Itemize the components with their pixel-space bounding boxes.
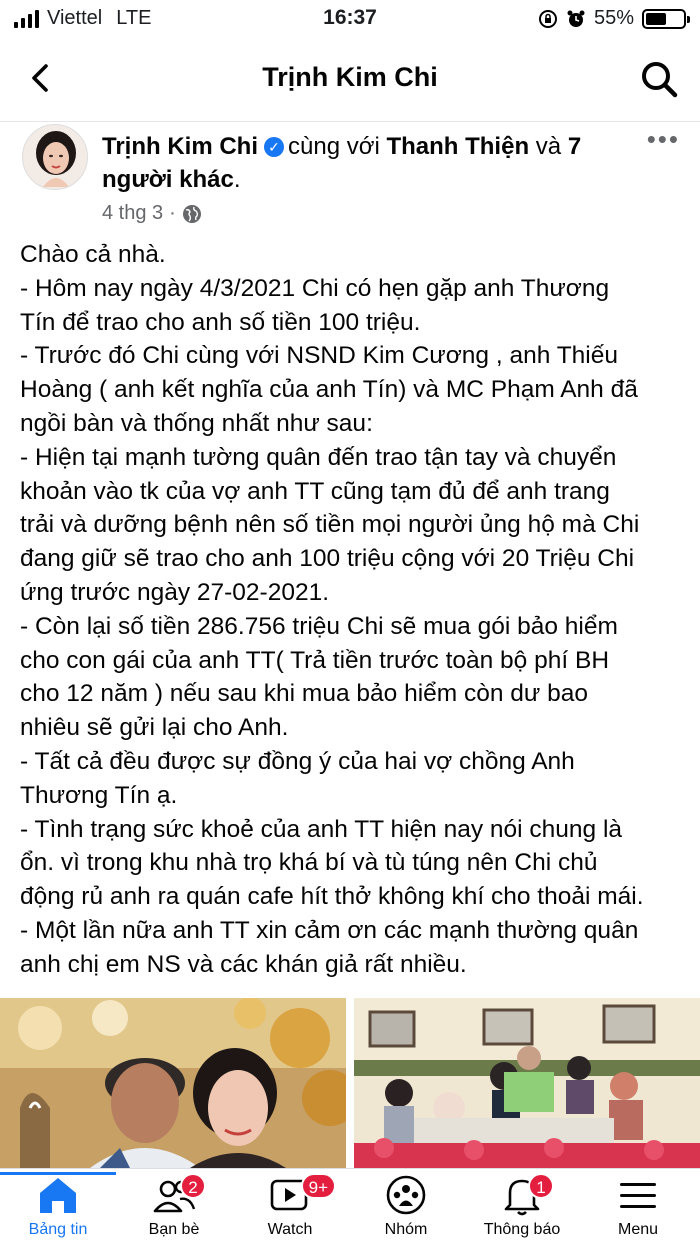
post-text-line: ứng trước ngày 27-02-2021. bbox=[20, 578, 330, 606]
tab-label: Bạn bè bbox=[148, 1221, 200, 1238]
battery-fill bbox=[646, 13, 666, 25]
post-date[interactable]: 4 thg 3 bbox=[102, 202, 164, 224]
post-text-line: Hoàng ( anh kết nghĩa của anh Tín) và MC Phạm Anh đã bbox=[20, 376, 638, 404]
tab-groups[interactable] bbox=[348, 1173, 464, 1244]
post-photo[interactable] bbox=[0, 998, 346, 1168]
post-text-line: - Hôm nay ngày 4/3/2021 Chi có hẹn gặp anh Thương bbox=[20, 274, 610, 302]
post-text-line: đang giữ sẽ trao cho anh 100 triệu cộng với 20 Triệu Chi bbox=[20, 545, 635, 573]
tab-friends[interactable] bbox=[116, 1173, 232, 1244]
others-link[interactable]: 7 người khác bbox=[102, 133, 582, 193]
home-icon bbox=[34, 1173, 82, 1217]
tab-watch[interactable] bbox=[232, 1173, 348, 1244]
avatar[interactable] bbox=[22, 124, 88, 190]
post-photo[interactable] bbox=[354, 998, 700, 1168]
page-title: Trịnh Kim Chi bbox=[262, 62, 438, 92]
bottom-tab-bar bbox=[0, 1168, 700, 1244]
battery-icon bbox=[642, 9, 686, 29]
with-text: cùng với bbox=[288, 133, 380, 160]
tab-label: Watch bbox=[267, 1221, 313, 1238]
network-type: LTE bbox=[116, 7, 152, 29]
tab-notifications[interactable] bbox=[464, 1173, 580, 1244]
carrier-name: Viettel bbox=[47, 7, 103, 29]
post-text-line: động rủ anh ra quán cafe hít thở không khí cho thoải mái. bbox=[20, 883, 644, 911]
and-text: và bbox=[535, 133, 562, 160]
screen-lock-icon bbox=[538, 9, 558, 29]
tab-menu[interactable] bbox=[580, 1173, 696, 1244]
clock: 16:37 bbox=[323, 6, 377, 29]
tab-news-feed[interactable] bbox=[0, 1173, 116, 1244]
post-text bbox=[20, 238, 690, 982]
more-icon[interactable]: ••• bbox=[646, 124, 680, 154]
post-text-line: - Tình trạng sức khoẻ của anh TT hiện nay nói chung là bbox=[20, 815, 623, 843]
post-text-line: Tín để trao cho anh số tiền 100 triệu. bbox=[20, 308, 421, 336]
post-meta bbox=[102, 202, 202, 225]
post-photos bbox=[0, 998, 700, 1168]
post-header bbox=[0, 122, 700, 230]
post-text-line: khoản vào tk của vợ anh TT cũng tạm đủ để anh trang bbox=[20, 477, 610, 505]
post-text-line: - Còn lại số tiền 286.756 triệu Chi sẽ mua gói bảo hiểm bbox=[20, 612, 618, 640]
notifications-badge: 1 bbox=[528, 1173, 554, 1199]
post-text-line: Thương Tín ạ. bbox=[20, 781, 178, 809]
author-name[interactable]: Trịnh Kim Chi bbox=[102, 133, 258, 160]
post-text-line: - Một lần nữa anh TT xin cảm ơn các mạnh thường quân bbox=[20, 916, 639, 944]
post-text-line: cho con gái của anh TT( Trả tiền trước toàn bộ phí BH bbox=[20, 646, 610, 674]
tab-label: Nhóm bbox=[384, 1221, 428, 1238]
status-right bbox=[538, 7, 686, 30]
groups-icon bbox=[382, 1173, 430, 1217]
page-header bbox=[0, 44, 700, 114]
globe-icon bbox=[182, 204, 202, 224]
post-text-line: ngồi bàn và thống nhất như sau: bbox=[20, 409, 373, 437]
watch-badge: 9+ bbox=[301, 1173, 336, 1199]
tab-label: Bảng tin bbox=[28, 1221, 88, 1238]
status-bar bbox=[0, 0, 700, 36]
search-icon[interactable] bbox=[638, 58, 680, 100]
post-text-line: - Tất cả đều được sự đồng ý của hai vợ chồng Anh bbox=[20, 747, 575, 775]
battery-percent: 55% bbox=[593, 7, 634, 29]
menu-icon bbox=[614, 1173, 662, 1217]
tagged-person[interactable]: Thanh Thiện bbox=[386, 133, 530, 160]
post-text-line: trải và dưỡng bệnh nên số tiền mọi người ủng hộ mà Chi bbox=[20, 511, 640, 539]
post-text-line: cho 12 năm ) nếu sau khi mua bảo hiểm còn dư bao bbox=[20, 680, 588, 708]
verified-badge-icon: ✓ bbox=[264, 137, 284, 157]
post-text-line: Chào cả nhà. bbox=[20, 241, 166, 268]
post-text-line: ổn. vì trong khu nhà trọ khá bí và tù túng nên Chi chủ bbox=[20, 849, 598, 877]
tab-label: Menu bbox=[617, 1221, 659, 1238]
post-author-line: Trịnh Kim Chi ✓ cùng với Thanh Thiện và 7 người khác. bbox=[102, 133, 582, 193]
meta-dot: · bbox=[169, 202, 176, 224]
tab-label: Thông báo bbox=[483, 1221, 561, 1238]
post-text-line: - Hiện tại mạnh tường quân đến trao tận tay và chuyển bbox=[20, 443, 617, 471]
post-text-line: - Trước đó Chi cùng với NSND Kim Cương , anh Thiếu bbox=[20, 342, 618, 370]
post-text-line: nhiêu sẽ gửi lại cho Anh. bbox=[20, 714, 289, 742]
friends-badge: 2 bbox=[180, 1173, 206, 1199]
post-text-line: anh chị em NS và các khán giả rất nhiều. bbox=[20, 950, 467, 978]
alarm-icon bbox=[566, 9, 586, 29]
